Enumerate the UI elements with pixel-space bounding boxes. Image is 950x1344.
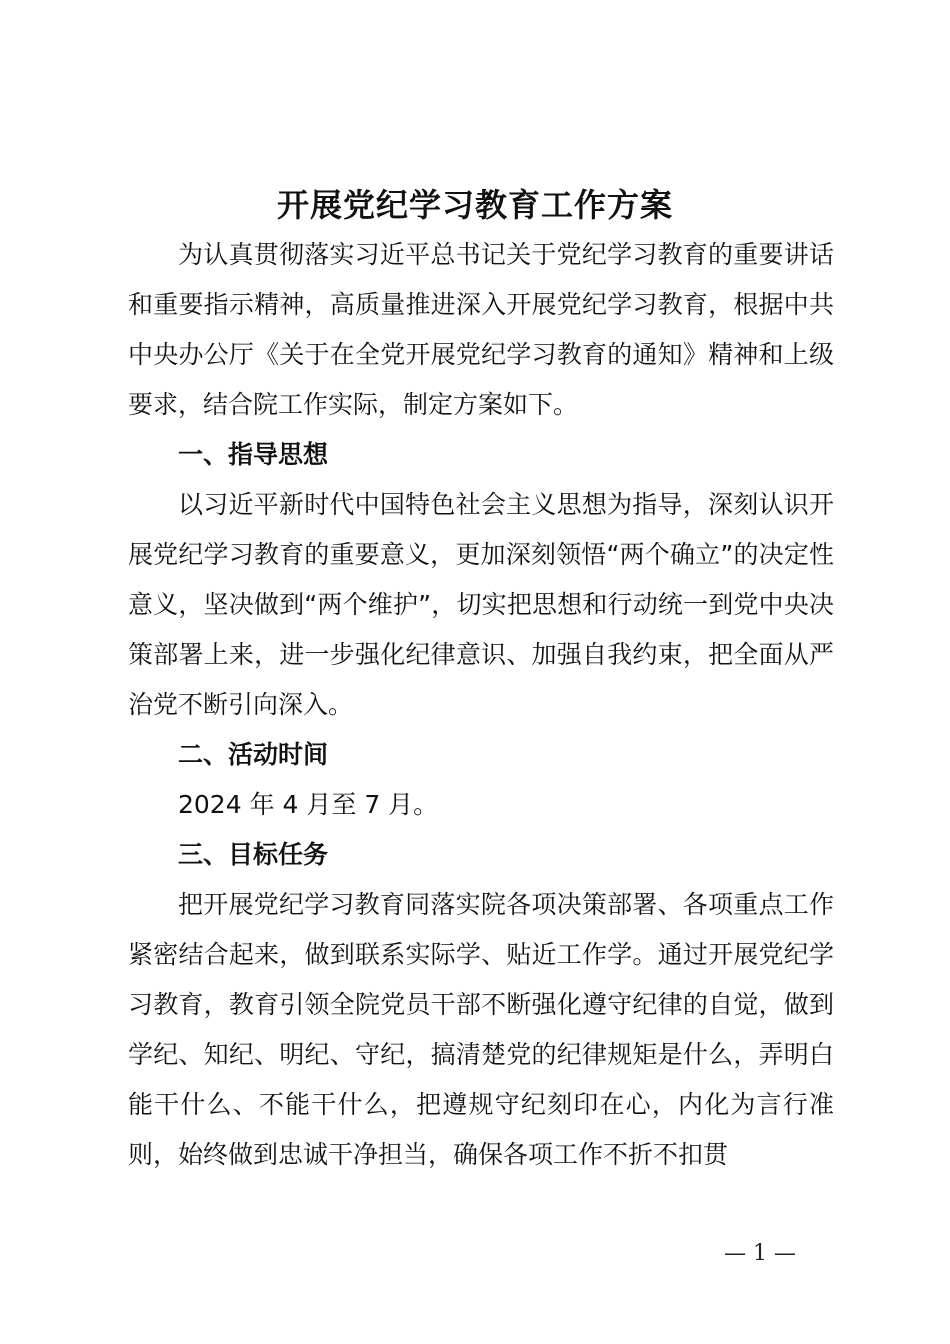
document-title: 开展党纪学习教育工作方案 (276, 186, 673, 224)
activity-time-paragraph: 2024 年 4 月至 7 月。 (178, 790, 439, 819)
page-number: — 1 — (724, 1241, 796, 1266)
goals-tasks-paragraph: 把开展党纪学习教育同落实院各项决策部署、各项重点工作紧密结合起来，做到联系实际学、贴近工作学。通过开展党纪学习教育，教育引领全院党员干部不断强化遵守纪律的自觉，做到学纪、知纪、明纪、守纪，搞清楚党的纪律规矩是什么，弄明白能干什么、不能干什么，把遵规守纪刻印在心，内化为言行准则，始终做到忠诚干净担当，确保各项工作不折不扣贯 (128, 890, 834, 1169)
section-heading-guiding-ideology: 一、指导思想 (178, 440, 329, 469)
document-body (128, 230, 834, 1180)
guiding-ideology-paragraph: 以习近平新时代中国特色社会主义思想为指导，深刻认识开展党纪学习教育的重要意义，更加深刻领悟“两个确立”的决定性意义，坚决做到“两个维护”，切实把思想和行动统一到党中央决策部署上来，进一步强化纪律意识、加强自我约束，把全面从严治党不断引向深入。 (128, 490, 834, 719)
section-heading-activity-time: 二、活动时间 (178, 740, 329, 769)
intro-paragraph: 为认真贯彻落实习近平总书记关于党纪学习教育的重要讲话和重要指示精神，高质量推进深入开展党纪学习教育，根据中共中央办公厅《关于在全党开展党纪学习教育的通知》精神和上级要求，结合院工作实际，制定方案如下。 (128, 240, 834, 419)
section-heading-goals-tasks: 三、目标任务 (178, 840, 329, 869)
